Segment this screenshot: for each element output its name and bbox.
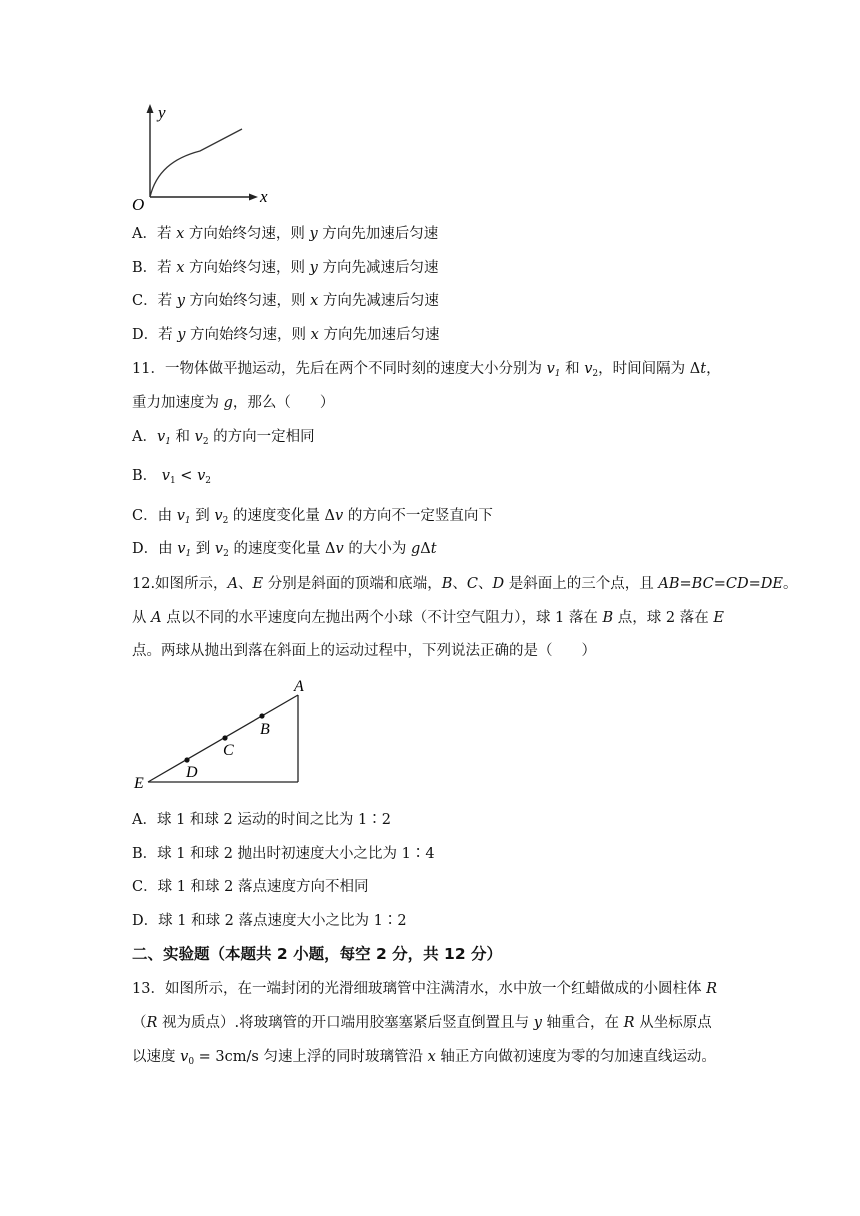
q12-option-b: B．球 1 和球 2 抛出时初速度大小之比为 1∶4	[132, 846, 435, 862]
q10-option-c: C．若 y 方向始终匀速，则 x 方向先减速后匀速	[132, 293, 439, 309]
q10-option-a: A．若 x 方向始终匀速，则 y 方向先加速后匀速	[132, 226, 439, 242]
q11-option-a: A．$v_1$ 和 $v_2$ 的方向一定相同	[132, 429, 315, 447]
q12-option-a: A．球 1 和球 2 运动的时间之比为 1∶2	[132, 812, 391, 828]
q12-stem-line1: 12.如图所示，A、E 分别是斜面的顶端和底端，B、C、D 是斜面上的三个点，且 AB=BC=CD=DE。	[132, 576, 798, 592]
q11-stem-line1: 11．一物体做平抛运动，先后在两个不同时刻的速度大小分别为 $v_1$ 和 $v_2$，时间间隔为 Δt，	[132, 361, 721, 379]
point-d-dot	[184, 757, 189, 762]
x-axis-label: x	[260, 187, 268, 206]
point-c-label: C	[223, 742, 234, 759]
point-a-label: A	[294, 678, 304, 695]
q13-stem-line3: 以速度 $v_0 = 3cm/s$ 匀速上浮的同时玻璃管沿 x 轴正方向做初速度为零的匀加速直线运动。	[132, 1049, 716, 1067]
point-e-label: E	[134, 775, 144, 792]
q12-option-d: D．球 1 和球 2 落点速度大小之比为 1∶2	[132, 913, 407, 929]
q12-stem-line2: 从 A 点以不同的水平速度向左抛出两个小球（不计空气阻力），球 1 落在 B 点，球 2 落在 E	[132, 610, 724, 626]
origin-label: O	[132, 195, 145, 212]
q11-stem-line2: 重力加速度为 g，那么（ ）	[132, 395, 335, 411]
section-title: 二、实验题（本题共 2 小题，每空 2 分，共 12 分）	[132, 945, 503, 963]
incline-figure	[130, 675, 330, 795]
point-d-label: D	[186, 764, 198, 781]
yx-curve-figure	[128, 100, 288, 212]
q12-option-c: C．球 1 和球 2 落点速度方向不相同	[132, 879, 369, 895]
point-b-label: B	[260, 721, 270, 738]
q10-option-b: B．若 x 方向始终匀速，则 y 方向先减速后匀速	[132, 260, 439, 276]
y-axis-label: y	[158, 103, 166, 122]
point-b-dot	[259, 713, 264, 718]
q10-option-d: D．若 y 方向始终匀速，则 x 方向先加速后匀速	[132, 327, 440, 343]
q13-stem-line1: 13．如图所示，在一端封闭的光滑细玻璃管中注满清水，水中放一个红蜡做成的小圆柱体 R	[132, 981, 717, 997]
q12-stem-line3: 点。两球从抛出到落在斜面上的运动过程中，下列说法正确的是（ ）	[132, 643, 596, 659]
x-axis-arrow-icon	[249, 194, 258, 201]
q11-option-b: B． $v_1 < v_2$	[132, 468, 212, 486]
y-axis-arrow-icon	[147, 104, 154, 113]
q11-option-c: C．由 $v_1$ 到 $v_2$ 的速度变化量 Δv 的方向不一定竖直向下	[132, 508, 493, 526]
q13-stem-line2: （R 视为质点）.将玻璃管的开口端用胶塞塞紧后竖直倒置且与 y 轴重合，在 R 从坐标原点	[132, 1015, 712, 1031]
trajectory-curve	[150, 129, 242, 197]
q11-option-d: D．由 $v_1$ 到 $v_2$ 的速度变化量 Δv 的大小为 gΔt	[132, 541, 437, 559]
point-c-dot	[222, 735, 227, 740]
